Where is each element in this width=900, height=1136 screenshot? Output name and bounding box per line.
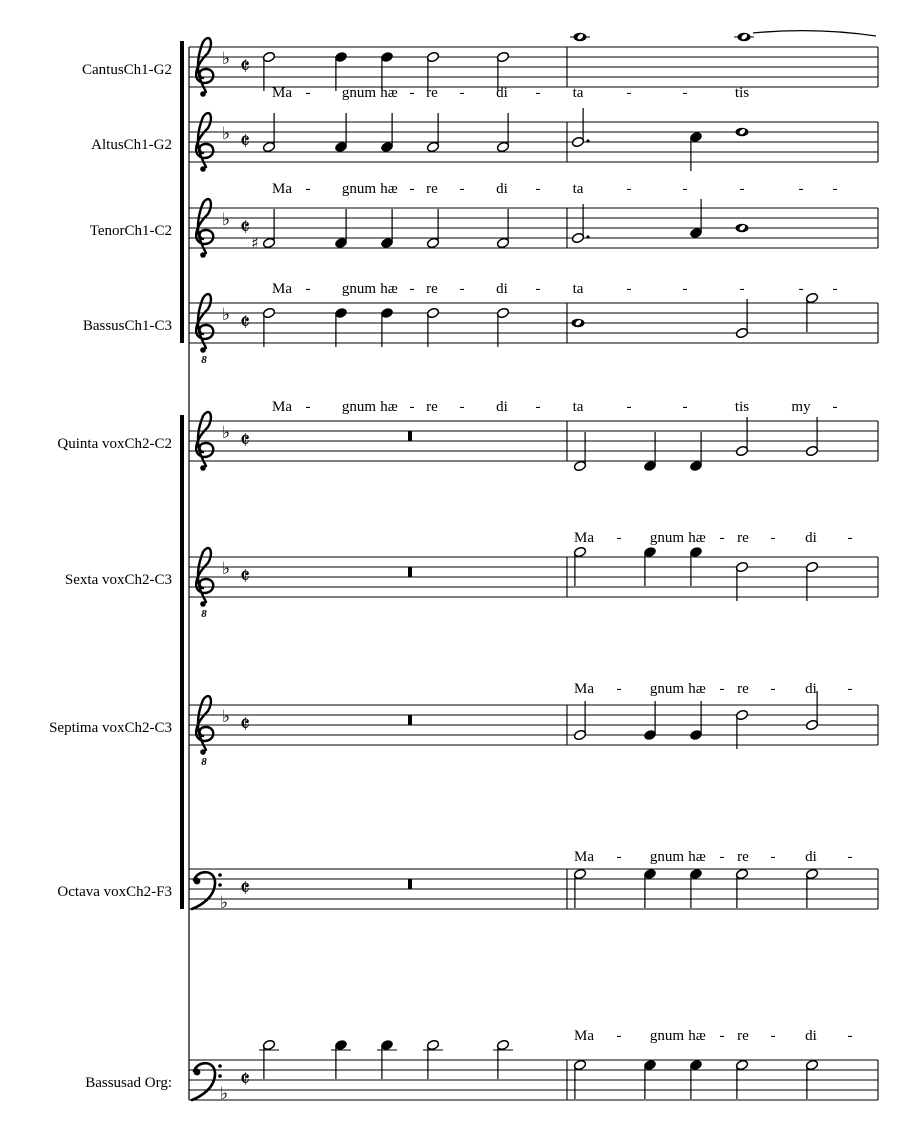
- lyric-syllable: re: [426, 181, 438, 197]
- lyric-syllable: my: [791, 399, 811, 415]
- lyric-syllable: hæ: [688, 849, 706, 865]
- lyric-hyphen: -: [616, 1028, 622, 1044]
- augmentation-dot: [586, 139, 589, 142]
- time-signature-cut: 𝄵: [239, 564, 251, 590]
- time-signature-cut: 𝄵: [239, 876, 251, 902]
- staff-name: Septima voxCh2-C3: [49, 720, 172, 736]
- treble-clef-path: [196, 548, 213, 602]
- time-signature-cut: 𝄵: [239, 428, 251, 454]
- flat-key-signature: ♭: [221, 559, 231, 579]
- staff-name: CantusCh1-G2: [82, 62, 172, 78]
- lyric-hyphen: -: [616, 681, 622, 697]
- lyric-syllable: re: [737, 681, 749, 697]
- bass-clef-lower-dot: [218, 1074, 222, 1078]
- lyric-syllable: hæ: [380, 281, 398, 297]
- lyric-hyphen: -: [535, 85, 541, 101]
- breve-rest: [408, 431, 412, 441]
- lyric-syllable: gnum: [341, 399, 377, 415]
- lyric-syllable: re: [426, 281, 438, 297]
- lyric-hyphen: -: [739, 281, 745, 297]
- lyric-syllable: ta: [572, 281, 584, 297]
- lyric-syllable: gnum: [341, 281, 377, 297]
- treble-clef-path: [196, 294, 213, 348]
- treble-clef-path: [196, 412, 213, 466]
- lyric-syllable: ta: [572, 181, 584, 197]
- bass-clef: [192, 872, 222, 909]
- augmentation-dot: [586, 235, 589, 238]
- treble-clef-tail-dot: [200, 601, 206, 607]
- lyric-hyphen: -: [770, 849, 776, 865]
- lyric-syllable: di: [805, 849, 817, 865]
- breve-rest: [408, 879, 412, 889]
- lyric-hyphen: -: [305, 281, 311, 297]
- lyric-syllable: tis: [734, 85, 750, 101]
- lyric-syllable: hæ: [688, 681, 706, 697]
- lyric-syllable: Ma: [272, 399, 292, 415]
- lyric-hyphen: -: [626, 181, 632, 197]
- lyric-syllable: di: [496, 399, 508, 415]
- lyric-hyphen: -: [535, 281, 541, 297]
- time-signature-cut: 𝄵: [239, 54, 251, 80]
- breve-rest: [408, 567, 412, 577]
- lyric-hyphen: -: [847, 1028, 853, 1044]
- lyric-syllable: di: [496, 85, 508, 101]
- lyric-syllable: Ma: [272, 85, 292, 101]
- bass-clef: [192, 1063, 222, 1100]
- lyric-syllable: di: [805, 681, 817, 697]
- lyric-syllable: gnum: [649, 849, 685, 865]
- time-signature-cut: 𝄵: [239, 1067, 251, 1093]
- treble-clef-path: [196, 38, 213, 92]
- lyric-hyphen: -: [739, 181, 745, 197]
- lyric-hyphen: -: [682, 281, 688, 297]
- lyric-hyphen: -: [305, 181, 311, 197]
- lyric-hyphen: -: [626, 281, 632, 297]
- staff-name: Sexta voxCh2-C3: [64, 572, 172, 588]
- flat-key-signature: ♭: [221, 305, 231, 325]
- lyric-syllable: hæ: [688, 530, 706, 546]
- octave-marker: 8: [201, 354, 207, 366]
- lyric-syllable: di: [496, 281, 508, 297]
- octave-marker: 8: [201, 608, 207, 620]
- lyric-syllable: re: [737, 849, 749, 865]
- bass-clef-curve: [192, 1063, 215, 1100]
- time-signature-cut: 𝄵: [239, 712, 251, 738]
- lyric-hyphen: -: [626, 85, 632, 101]
- staff-name: AltusCh1-G2: [91, 137, 172, 153]
- bass-clef-dot: [194, 1069, 201, 1076]
- staff-name: BassusCh1-C3: [82, 318, 172, 334]
- flat-key-signature: ♭: [219, 1084, 229, 1104]
- treble-clef-tail-dot: [200, 166, 206, 172]
- flat-key-signature: ♭: [221, 49, 231, 69]
- lyric-syllable: ta: [572, 399, 584, 415]
- lyric-syllable: Ma: [272, 281, 292, 297]
- lyric-syllable: re: [737, 1028, 749, 1044]
- lyric-hyphen: -: [409, 399, 415, 415]
- staff-name: Bassusad Org:: [85, 1075, 172, 1091]
- lyric-hyphen: -: [682, 85, 688, 101]
- lyric-syllable: hæ: [380, 399, 398, 415]
- lyric-hyphen: -: [616, 849, 622, 865]
- lyric-hyphen: -: [459, 399, 465, 415]
- lyric-syllable: re: [737, 530, 749, 546]
- lyric-hyphen: -: [719, 681, 725, 697]
- lyric-syllable: Ma: [272, 181, 292, 197]
- lyric-hyphen: -: [719, 530, 725, 546]
- lyric-syllable: di: [496, 181, 508, 197]
- treble-clef-tail-dot: [200, 91, 206, 97]
- treble-clef-tail-dot: [200, 749, 206, 755]
- lyric-syllable: di: [805, 1028, 817, 1044]
- bass-clef-upper-dot: [218, 1064, 222, 1068]
- lyric-hyphen: -: [847, 849, 853, 865]
- lyric-hyphen: -: [847, 681, 853, 697]
- lyric-syllable: gnum: [341, 181, 377, 197]
- flat-key-signature: ♭: [221, 423, 231, 443]
- octave-marker: 8: [201, 756, 207, 768]
- lyric-hyphen: -: [682, 181, 688, 197]
- text-layer: [49, 62, 852, 1091]
- lyric-syllable: ta: [572, 85, 584, 101]
- breve-rest: [408, 715, 412, 725]
- staff-lines-layer: [182, 41, 878, 1100]
- lyric-hyphen: -: [305, 85, 311, 101]
- time-signature-cut: 𝄵: [239, 215, 251, 241]
- lyric-hyphen: -: [832, 181, 838, 197]
- lyric-hyphen: -: [719, 1028, 725, 1044]
- lyric-syllable: Ma: [574, 849, 594, 865]
- lyric-hyphen: -: [459, 181, 465, 197]
- lyric-syllable: hæ: [380, 181, 398, 197]
- lyric-syllable: gnum: [649, 681, 685, 697]
- lyric-hyphen: -: [459, 281, 465, 297]
- flat-key-signature: ♭: [221, 210, 231, 230]
- lyric-hyphen: -: [847, 530, 853, 546]
- lyric-hyphen: -: [832, 399, 838, 415]
- lyric-hyphen: -: [770, 681, 776, 697]
- flat-key-signature: ♭: [221, 124, 231, 144]
- lyric-hyphen: -: [535, 181, 541, 197]
- lyric-hyphen: -: [616, 530, 622, 546]
- flat-key-signature: ♭: [221, 707, 231, 727]
- lyric-syllable: gnum: [649, 530, 685, 546]
- lyric-hyphen: -: [626, 399, 632, 415]
- sharp-accidental: ♯: [251, 234, 259, 252]
- staff-name: Octava voxCh2-F3: [57, 884, 172, 900]
- lyric-syllable: gnum: [341, 85, 377, 101]
- treble-clef-path: [196, 113, 213, 167]
- lyric-hyphen: -: [770, 1028, 776, 1044]
- lyric-hyphen: -: [798, 181, 804, 197]
- lyric-hyphen: -: [409, 85, 415, 101]
- time-signature-cut: 𝄵: [239, 129, 251, 155]
- lyric-hyphen: -: [305, 399, 311, 415]
- treble-clef-tail-dot: [200, 347, 206, 353]
- lyric-syllable: re: [426, 85, 438, 101]
- treble-clef-path: [196, 696, 213, 750]
- bass-clef-lower-dot: [218, 883, 222, 887]
- staff-name: TenorCh1-C2: [89, 223, 172, 239]
- treble-clef-path: [196, 199, 213, 253]
- lyric-syllable: hæ: [688, 1028, 706, 1044]
- lyric-hyphen: -: [682, 399, 688, 415]
- lyric-hyphen: -: [409, 281, 415, 297]
- treble-clef-tail-dot: [200, 465, 206, 471]
- lyric-hyphen: -: [719, 849, 725, 865]
- lyric-hyphen: -: [535, 399, 541, 415]
- lyric-syllable: hæ: [380, 85, 398, 101]
- lyric-syllable: Ma: [574, 1028, 594, 1044]
- tie: [753, 31, 876, 36]
- lyric-hyphen: -: [459, 85, 465, 101]
- lyric-syllable: tis: [734, 399, 750, 415]
- lyric-syllable: Ma: [574, 530, 594, 546]
- lyric-hyphen: -: [798, 281, 804, 297]
- bass-clef-upper-dot: [218, 873, 222, 877]
- bass-clef-dot: [194, 878, 201, 885]
- flat-key-signature: ♭: [219, 893, 229, 913]
- lyric-syllable: Ma: [574, 681, 594, 697]
- bass-clef-curve: [192, 872, 215, 909]
- lyric-syllable: di: [805, 530, 817, 546]
- lyric-syllable: re: [426, 399, 438, 415]
- lyric-hyphen: -: [409, 181, 415, 197]
- staff-name: Quinta voxCh2-C2: [57, 436, 172, 452]
- lyric-syllable: gnum: [649, 1028, 685, 1044]
- treble-clef-tail-dot: [200, 252, 206, 258]
- lyric-hyphen: -: [770, 530, 776, 546]
- time-signature-cut: 𝄵: [239, 310, 251, 336]
- lyric-hyphen: -: [832, 281, 838, 297]
